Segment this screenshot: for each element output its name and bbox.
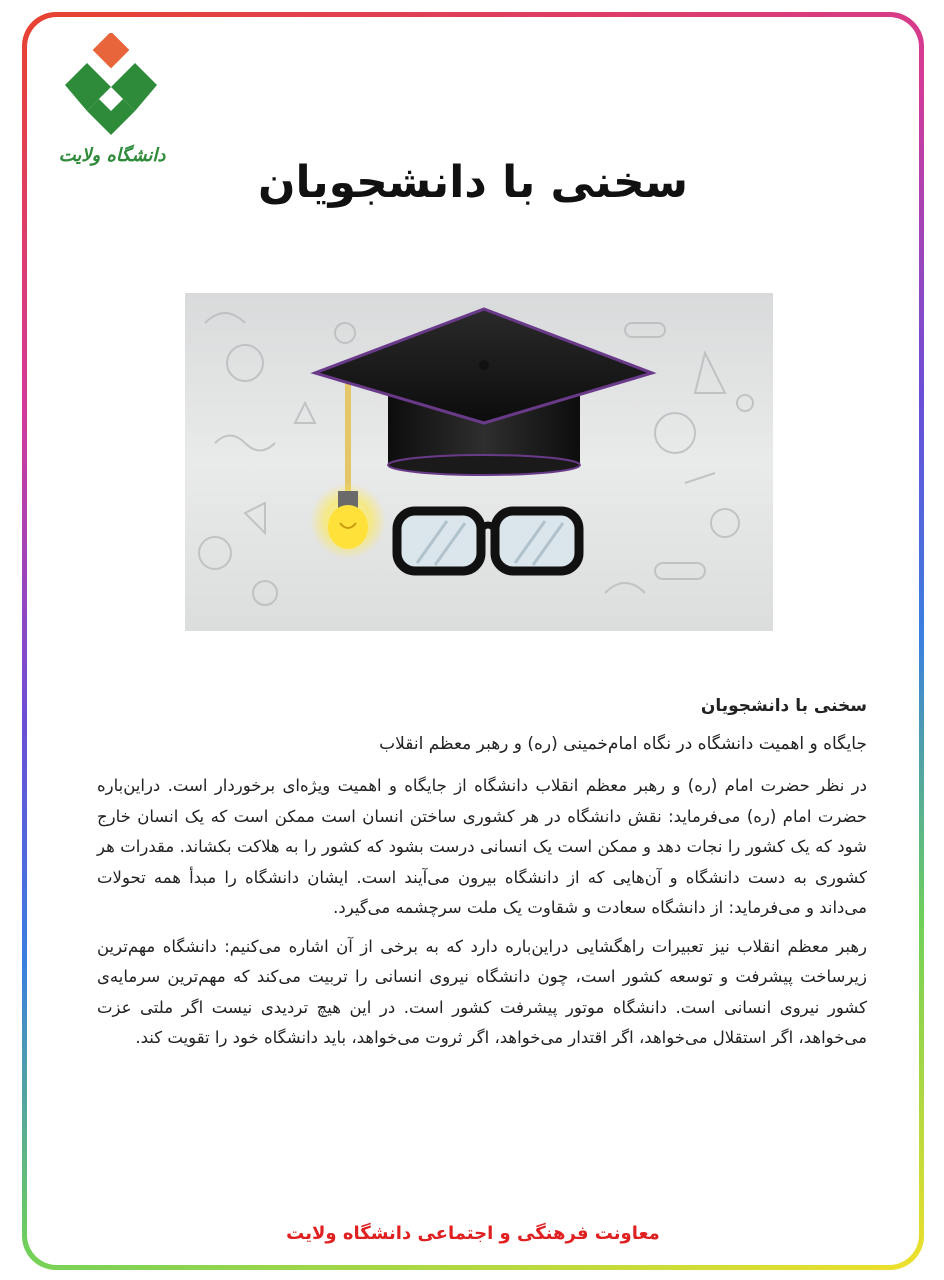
article-subheading: جایگاه و اهمیت دانشگاه در نگاه امام‌خمینی (ره) و رهبر معظم انقلاب (379, 734, 867, 754)
hero-illustration (185, 293, 773, 631)
university-logo (57, 33, 167, 173)
footer-credit: معاونت فرهنگی و اجتماعی دانشگاه ولایت (286, 1223, 660, 1244)
graduation-cap-icon (315, 309, 652, 475)
article-paragraph: در نظر حضرت امام (ره) و رهبر معظم انقلاب دانشگاه از جایگاه و اهمیت ویژه‌ای برخوردار است. دراین‌باره حضرت امام (ره) می‌فرماید: نقش دانشگاه در هر کشوری ساختن انسان است ممکن است که یک انسان خارج شود که یک کشور را نجات دهد و ممکن است یک انسانی درست بشود که کشور را به هلاکت بکشاند. مقدرات هر کشوری به دست دانشگاه و آن‌هایی که از دانشگاه بیرون می‌آیند است. ایشان دانشگاه را مبدأ همه تحولات می‌داند و می‌فرماید: از دانشگاه سعادت و شقاوت یک ملت سرچشمه می‌گیرد. (97, 776, 867, 917)
page-title: سخنی با دانشجویان (258, 157, 688, 208)
hero-image (185, 293, 773, 631)
eyeglasses-icon (397, 511, 579, 571)
logo-icon (57, 33, 167, 145)
logo-text: دانشگاه ولایت (58, 145, 166, 166)
article-heading: سخنی با دانشجویان (700, 696, 867, 716)
page-content (27, 17, 919, 1265)
page-frame (22, 12, 924, 1270)
article-paragraph: رهبر معظم انقلاب نیز تعبیرات راهگشایی دراین‌باره دارد که به برخی از آن اشاره می‌کنیم: دانشگاه مهم‌ترین زیرساخت پیشرفت و توسعه کشور است، چون دانشگاه نیروی انسانی را تربیت می‌کند که مهم‌ترین سرمایه‌ی کشور نیروی انسانی است. دانشگاه موتور پیشرفت کشور است. در این هیچ تردیدی نیست اگر ملتی عزت می‌خواهد، اگر استقلال می‌خواهد، اگر اقتدار می‌خواهد، اگر ثروت می‌خواهد، باید دانشگاه خود را تقویت کند. (97, 936, 867, 1047)
article (97, 693, 867, 1062)
